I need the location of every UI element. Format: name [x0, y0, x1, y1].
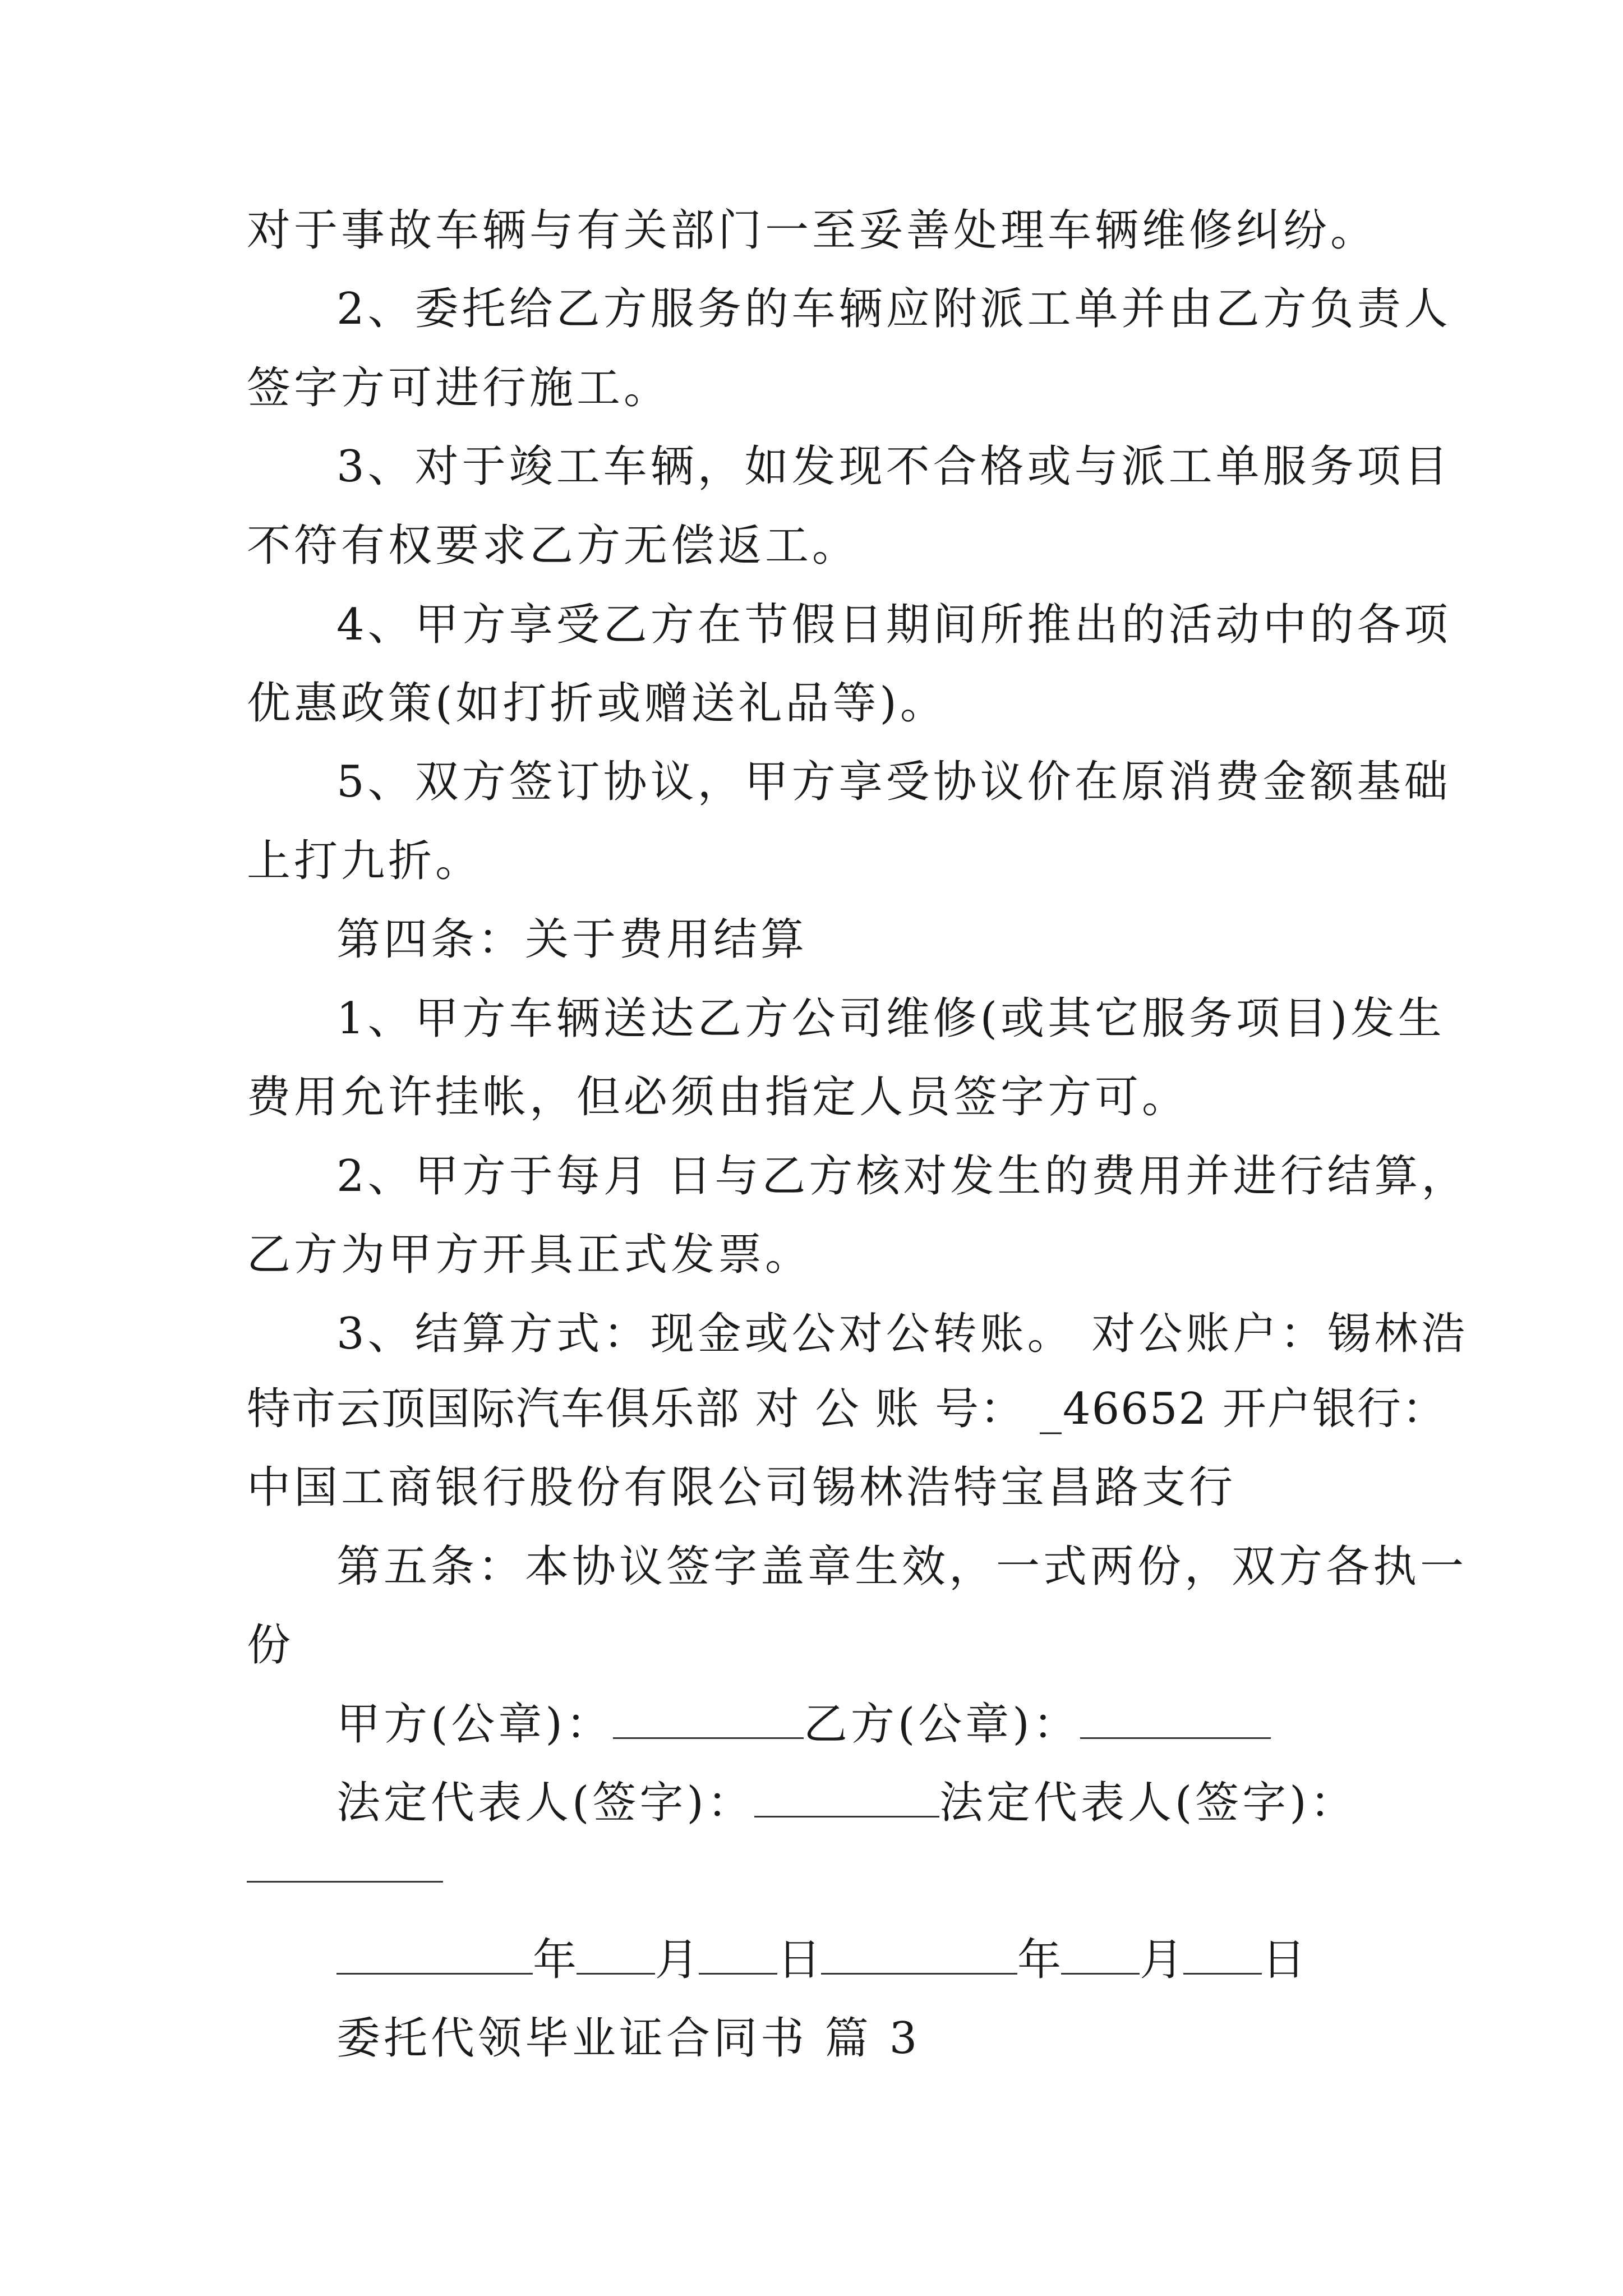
paragraph-line: 2、甲方于每月 日与乙方核对发生的费用并进行结算，: [336, 1151, 1469, 1202]
paragraph-line: 2、委托给乙方服务的车辆应附派工单并由乙方负责人: [336, 284, 1451, 334]
paragraph-line: 3、结算方式：现金或公对公转账。 对公账户：锡林浩: [336, 1309, 1469, 1359]
month-a-label: 月: [655, 1935, 699, 1985]
next-section-heading: 委托代领毕业证合同书 篇 3: [336, 2013, 921, 2064]
paragraph-line: 乙方为甲方开具正式发票。: [247, 1230, 813, 1280]
paragraph-line: 不符有权要求乙方无偿返工。: [247, 521, 860, 571]
paragraph-line: 3、对于竣工车辆，如发现不合格或与派工单服务项目: [336, 441, 1451, 492]
month-b-label: 月: [1140, 1935, 1184, 1985]
legal-rep-b-label: 法定代表人(签字)：: [939, 1778, 1357, 1828]
year-b-label: 年: [1017, 1935, 1062, 1985]
paragraph-line: 特市云顶国际汽车俱乐部 对 公 账 号： _46652 开户银行：: [247, 1384, 1447, 1434]
day-a-label: 日: [777, 1935, 822, 1985]
year-a-blank: [336, 1972, 533, 1975]
paragraph-line: 费用允许挂帐，但必须由指定人员签字方可。: [247, 1072, 1189, 1122]
party-a-seal-blank: [613, 1737, 804, 1739]
paragraph-line: 对于事故车辆与有关部门一至妥善处理车辆维修纠纷。: [247, 205, 1378, 256]
day-b-label: 日: [1262, 1935, 1306, 1985]
paragraph-line: 优惠政策(如打折或赠送礼品等)。: [247, 678, 947, 729]
paragraph-line: 签字方可进行施工。: [247, 363, 671, 413]
party-b-seal-label: 乙方(公章)：: [803, 1699, 1080, 1750]
legal-rep-a-blank: [754, 1815, 939, 1818]
legal-rep-a-label: 法定代表人(签字)：: [336, 1778, 754, 1828]
paragraph-line: 1、甲方车辆送达乙方公司维修(或其它服务项目)发生: [336, 993, 1445, 1044]
party-b-seal-blank: [1080, 1737, 1271, 1739]
month-b-blank: [1061, 1972, 1140, 1975]
month-a-blank: [577, 1972, 655, 1975]
party-a-seal-label: 甲方(公章)：: [336, 1699, 613, 1750]
paragraph-line: 上打九折。: [247, 836, 483, 886]
legal-rep-b-blank: [247, 1881, 443, 1883]
paragraph-line: 份: [247, 1620, 294, 1671]
legal-rep-line: [336, 1778, 1475, 1828]
section-heading: 第五条：本协议签字盖章生效，一式两份，双方各执一: [336, 1542, 1468, 1592]
paragraph-line: 4、甲方享受乙方在节假日期间所推出的活动中的各项: [336, 600, 1451, 650]
year-a-label: 年: [533, 1935, 577, 1985]
paragraph-line: 5、双方签订协议，甲方享受协议价在原消费金额基础: [336, 757, 1451, 807]
year-b-blank: [821, 1972, 1017, 1975]
section-heading: 第四条：关于费用结算: [336, 914, 808, 965]
day-a-blank: [699, 1972, 777, 1975]
seal-line: [336, 1699, 1475, 1750]
day-b-blank: [1183, 1972, 1262, 1975]
date-line: [336, 1935, 1475, 1985]
paragraph-line: 中国工商银行股份有限公司锡林浩特宝昌路支行: [247, 1462, 1237, 1513]
